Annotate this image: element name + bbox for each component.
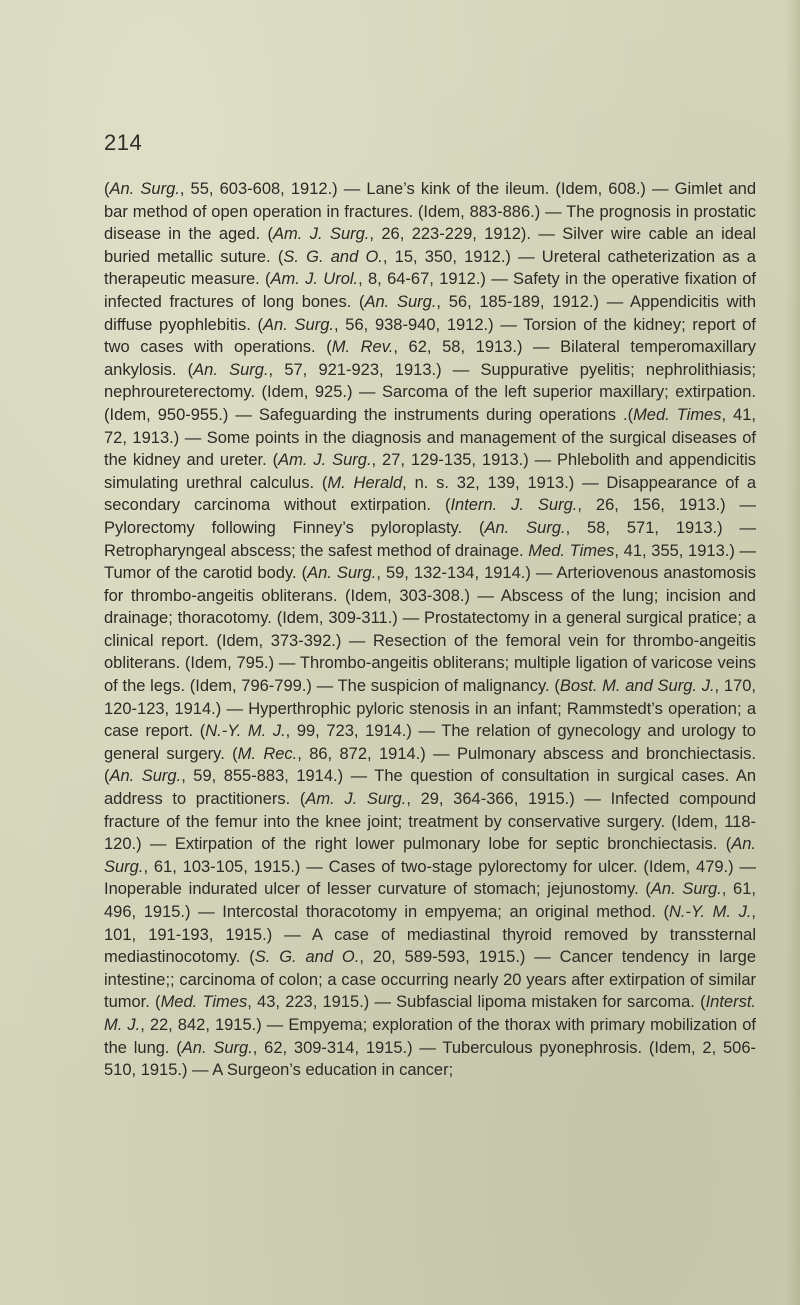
journal-title: An. Surg. <box>364 292 437 311</box>
journal-title: An. Surg. <box>104 835 756 876</box>
text-run: , 41, 355, 1913.) — Tumor of the carotid body. ( <box>104 541 756 583</box>
journal-title: M. Rec. <box>237 744 298 763</box>
page-edge-shadow <box>786 0 800 1305</box>
text-run: ( <box>104 180 110 198</box>
text-run: , 22, 842, 1915.) — Empyema; exploration of the thorax with primary mobilization of the lung. ( <box>104 1015 756 1057</box>
journal-title: Am. J. Surg. <box>273 225 370 244</box>
text-run: , 59, 132-134, 1914.) — Arteriovenous anastomosis for thrombo-angeitis obliterans. (Idem, 303-308.) — Abscess of the lung; incision and drainage; thoracotomy. (Idem, 309-311.) — Prostatectomy in a general surgical pratice; a clinical report. (Idem, 373-392.) — Resection of the femoral vein for thrombo-angeitis obliterans. (Idem, 795.) — Thrombo-angeitis obliterans; multiple ligation of varicose veins of the legs. (Idem, 796-799.) — The suspicion of malignancy. ( <box>104 564 756 696</box>
journal-title: An. Surg. <box>484 518 566 537</box>
text-run: , 57, 921-923, 1913.) — Suppurative pyelitis; nephrolithiasis; nephroureterectomy. (Idem, 925.) — Sarcoma of the left superior maxillary; extirpation. (Idem, 950-955.) — Safeguarding the instruments during operations .( <box>104 360 756 424</box>
text-run: , 43, 223, 1915.) — Subfascial lipoma mistaken for sarcoma. ( <box>247 993 706 1012</box>
journal-title: Am. J. Surg. <box>305 790 407 809</box>
text-run: , 99, 723, 1914.) — The relation of gynecology and urology to general surgery. ( <box>104 722 756 763</box>
journal-title: An. Surg. <box>109 767 182 786</box>
text-run: , 56, 938-940, 1912.) — Torsion of the kidney; report of two cases with operations. ( <box>104 315 756 357</box>
text-run: , 20, 589-593, 1915.) — Cancer tendency in large intestine;; carcinoma of colon; a case occurring nearly 20 years after extirpation of similar tumor. ( <box>104 948 756 1012</box>
text-run: , 26, 156, 1913.) — Pylorectomy following Finney’s pyloroplasty. ( <box>104 496 757 537</box>
text-run: , 15, 350, 1912.) — Ureteral catheterization as a therapeutic measure. ( <box>104 247 756 289</box>
journal-title: An. Surg. <box>109 180 180 198</box>
journal-title: An. Surg. <box>193 360 269 379</box>
journal-title: An. Surg. <box>181 1038 253 1057</box>
text-run: , n. s. 32, 139, 1913.) — Disappearance of a secondary carcinoma without extirpation. ( <box>104 473 756 515</box>
text-run: , 61, 103-105, 1915.) — Cases of two-stage pylorectomy for ulcer. (Idem, 479.) — Inoperable indurated ulcer of lesser curvature of stomach; jejunostomy. ( <box>104 857 756 899</box>
text-run: , 26, 223-229, 1912). — Silver wire cable an ideal buried metallic suture. ( <box>104 225 757 266</box>
journal-title: N.-Y. M. J. <box>668 903 752 921</box>
journal-title: An. Surg. <box>263 315 334 334</box>
page-number: 214 <box>104 130 143 155</box>
journal-title: Am. J. Surg. <box>278 451 372 470</box>
journal-title: Med. Times <box>160 993 248 1012</box>
journal-title: Bost. M. and Surg. J. <box>559 677 715 696</box>
bibliography-paragraph <box>104 178 756 1082</box>
text-run: , 86, 872, 1914.) — Pulmonary abscess and bronchiectasis. ( <box>104 744 757 786</box>
journal-title: Med. Times <box>633 405 722 424</box>
text-run: , 101, 191-193, 1915.) — A case of mediastinal thyroid removed by transsternal mediastinocotomy. ( <box>104 903 757 967</box>
journal-title: An. Surg. <box>307 564 377 583</box>
journal-title: An. Surg. <box>650 880 722 899</box>
journal-title: M. Rev. <box>331 338 394 357</box>
journal-title: Intern. J. Surg. <box>450 496 578 515</box>
text-run: , 170, 120-123, 1914.) — Hyperthrophic pyloric stenosis in an infant; Rammstedt’s operation; a case report. ( <box>104 677 756 741</box>
journal-title: Am. J. Urol. <box>270 270 359 289</box>
journal-title: M. Herald <box>327 473 403 492</box>
text-run: , 27, 129-135, 1913.) — Phlebolith and appendicitis simulating urethral calculus. ( <box>104 451 756 492</box>
text-run: , 61, 496, 1915.) — Intercostal thoracotomy in empyema; an original method. ( <box>104 880 756 921</box>
journal-title: Interst. M. J. <box>104 993 757 1034</box>
journal-title: Med. Times <box>528 541 615 560</box>
text-run: , 59, 855-883, 1914.) — The question of consultation in surgical cases. An address to practitioners. ( <box>104 767 756 809</box>
text-run: , 58, 571, 1913.) — Retropharyngeal abscess; the safest method of drainage. <box>104 518 756 560</box>
journal-title: N.-Y. M. J. <box>205 722 286 741</box>
journal-title: S. G. and O. <box>283 247 383 266</box>
text-run: , 41, 72, 1913.) — Some points in the diagnosis and management of the surgical diseases of the kidney and ureter. ( <box>104 405 756 470</box>
text-run: , 56, 185-189, 1912.) — Appendicitis with diffuse pyophlebitis. ( <box>104 292 756 334</box>
text-run: , 8, 64-67, 1912.) — Safety in the operative fixation of infected fractures of long bones. ( <box>104 270 756 311</box>
text-run: , 62, 58, 1913.) — Bilateral temperomaxillary ankylosis. ( <box>104 338 757 379</box>
journal-title: S. G. and O. <box>254 948 360 967</box>
text-run: , 62, 309-314, 1915.) — Tuberculous pyonephrosis. (Idem, 2, 506-510, 1915.) — A Surgeon’s education in cancer; <box>104 1038 756 1080</box>
text-run: , 29, 364-366, 1915.) — Infected compound fracture of the femur into the knee joint; treatment by conservative surgery. (Idem, 118-120.) — Extirpation of the right lower pulmonary lobe for septic bronchiectasis. ( <box>104 790 756 854</box>
text-run: , 55, 603-608, 1912.) — Lane’s kink of the ileum. (Idem, 608.) — Gimlet and bar method of open operation in fractures. (Idem, 883-886.) — The prognosis in prostatic disease in the aged. ( <box>104 180 756 244</box>
